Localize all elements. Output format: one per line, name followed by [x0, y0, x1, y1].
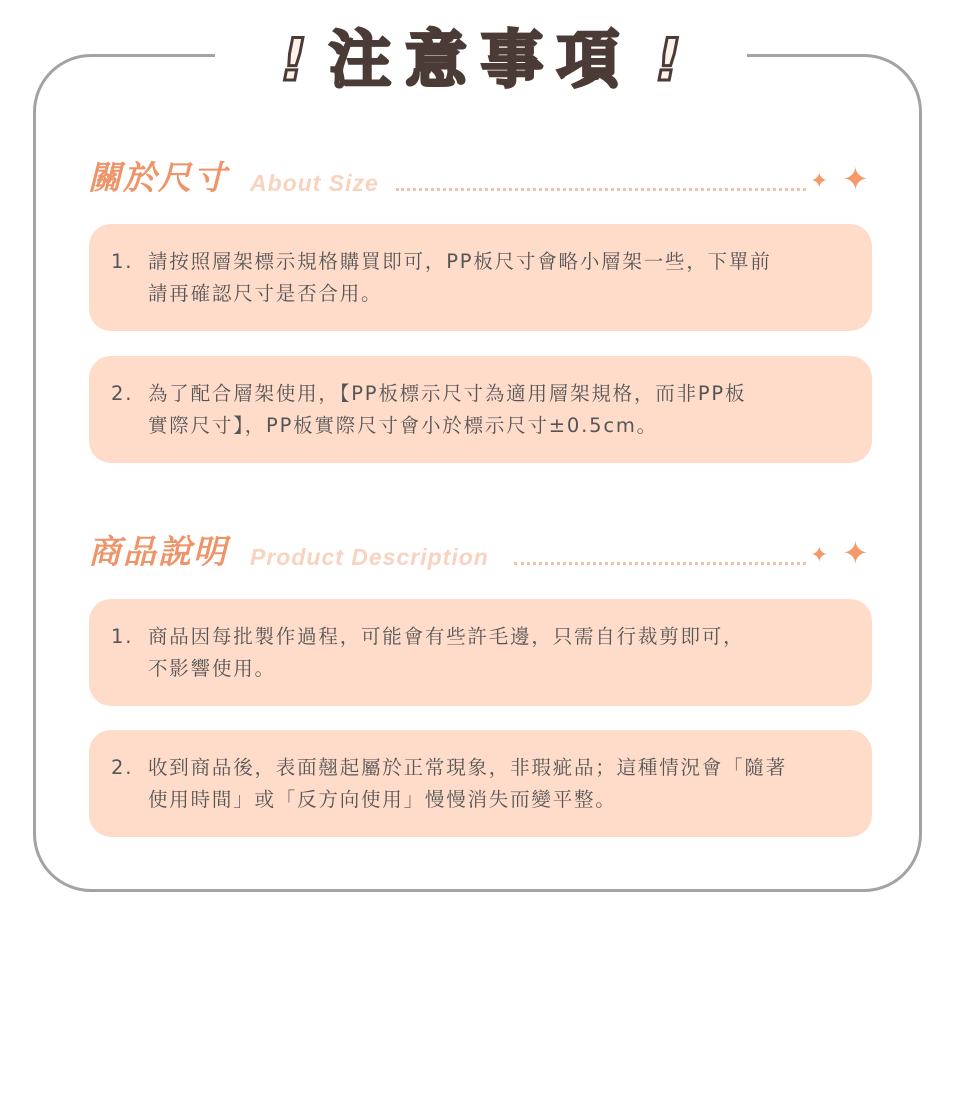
- title-text: 注意事項: [328, 23, 633, 96]
- item-line: 為了配合層架使用，【PP板標示尺寸為適用層架規格，而非PP板: [148, 382, 747, 405]
- item-number: 2.: [111, 382, 134, 405]
- section-title: 關於尺寸: [88, 158, 228, 197]
- item-text: [148, 378, 848, 463]
- dotted-divider: [514, 562, 806, 565]
- page-title: [215, 18, 747, 102]
- exclamation-icon: !: [655, 26, 682, 94]
- section-header-description: [88, 532, 888, 582]
- item-text: [148, 621, 848, 706]
- section-subtitle: About Size: [250, 170, 379, 196]
- item-number: 1.: [111, 625, 134, 648]
- item-line: 收到商品後，表面翹起屬於正常現象，非瑕疵品；這種情況會「隨著: [148, 756, 788, 779]
- sparkle-icon: ✦: [842, 160, 869, 198]
- item-text: [148, 752, 848, 837]
- section-header-size: [88, 158, 888, 208]
- item-line: 商品因每批製作過程，可能會有些許毛邊，只需自行裁剪即可，: [148, 625, 745, 648]
- exclamation-icon: !: [280, 26, 307, 94]
- list-item: [89, 224, 872, 331]
- sparkle-icon: ✦: [810, 543, 829, 568]
- item-line: 請再確認尺寸是否合用。: [148, 282, 383, 305]
- item-line: 實際尺寸】，PP板實際尺寸會小於標示尺寸±0.5cm。: [148, 414, 658, 437]
- item-line: 請按照層架標示規格購買即可，PP板尺寸會略小層架一些，下單前: [148, 250, 772, 273]
- sparkle-icon: ✦: [842, 534, 869, 572]
- section-title: 商品說明: [88, 532, 228, 571]
- item-line: 使用時間」或「反方向使用」慢慢消失而變平整。: [148, 788, 617, 811]
- item-number: 2.: [111, 756, 134, 779]
- list-item: [89, 730, 872, 837]
- sparkle-icon: ✦: [810, 169, 829, 194]
- list-item: [89, 599, 872, 706]
- item-text: [148, 246, 848, 331]
- item-line: 不影響使用。: [148, 657, 276, 680]
- section-subtitle: Product Description: [250, 544, 489, 570]
- item-number: 1.: [111, 250, 134, 273]
- dotted-divider: [396, 188, 806, 191]
- list-item: [89, 356, 872, 463]
